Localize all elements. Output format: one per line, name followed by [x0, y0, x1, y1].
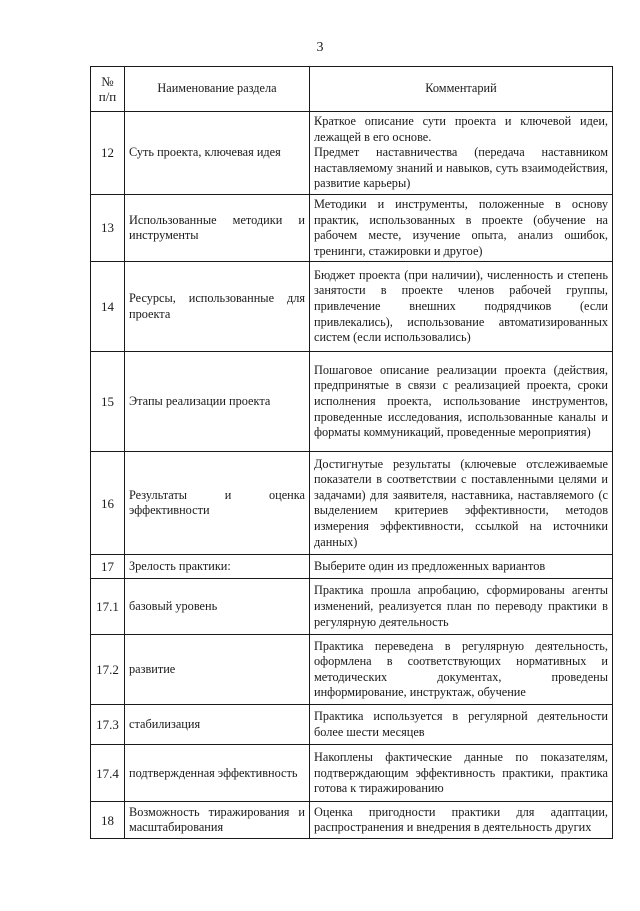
table-row: [91, 452, 613, 555]
row-comment-line: Предмет наставничества (передача наставником наставляемому знаний и навыков, суть взаимодействия, развитие карьеры): [314, 145, 608, 191]
row-comment-line: Оценка пригодности практики для адаптации, распространения и внедрения в деятельность других: [314, 804, 608, 835]
row-comment: [310, 635, 613, 705]
row-comment-line: Практика переведена в регулярную деятельность, оформлена в соответствующих нормативных и методических документах, проведены информирование, инструктаж, обучение: [314, 638, 608, 700]
row-comment-line: Выберите один из предложенных вариантов: [314, 559, 546, 574]
table-row: [91, 635, 613, 705]
row-number: 16: [91, 452, 125, 555]
row-number: 17: [91, 555, 125, 579]
row-number: 18: [91, 802, 125, 839]
row-comment-line: Пошаговое описание реализации проекта (действия, предпринятые в связи с реализацией проекта, сроки исполнения проекта, использование инструментов, проведенные исследования, использованные каналы и форматы коммуникаций, проведенные мероприятия): [314, 362, 608, 440]
row-comment-line: Методики и инструменты, положенные в основу практик, использованных в проекте (обучение на рабочем месте, изучение опыта, анализ ошибок, тренинги, стажировки и другое): [314, 196, 608, 258]
row-section-name: подтвержденная эффективность: [125, 745, 310, 802]
sections-table: [90, 66, 613, 839]
row-section-name: стабилизация: [125, 705, 310, 745]
row-comment: [310, 555, 613, 579]
row-comment-line: Практика прошла апробацию, сформированы агенты изменений, реализуется план по переводу практики в регулярную деятельность: [314, 583, 608, 629]
row-number: 17.2: [91, 635, 125, 705]
header-section-name: Наименование раздела: [125, 67, 310, 112]
row-comment-line: Практика используется в регулярной деятельности более шести месяцев: [314, 709, 608, 739]
row-comment-line: Бюджет проекта (при наличии), численность и степень занятости в проекте членов рабочей группы, привлечение внешних подрядчиков (если привлекались), использование автоматизированных систем (если использовались): [314, 267, 608, 345]
table-row: [91, 194, 613, 261]
table-row: [91, 262, 613, 352]
header-comment: Комментарий: [310, 67, 613, 112]
row-section-name: Зрелость практики:: [125, 555, 310, 579]
row-section-name: развитие: [125, 635, 310, 705]
row-number: 14: [91, 262, 125, 352]
table-row: [91, 352, 613, 452]
row-comment: [310, 745, 613, 802]
table-row: [91, 112, 613, 195]
table-row: [91, 579, 613, 635]
row-comment: [310, 579, 613, 635]
row-number: 15: [91, 352, 125, 452]
table-row: [91, 745, 613, 802]
row-section-name: Ресурсы, использованные для проекта: [125, 262, 310, 352]
row-comment: [310, 352, 613, 452]
row-section-name: базовый уровень: [125, 579, 310, 635]
row-number: 12: [91, 112, 125, 195]
row-comment-line: Достигнутые результаты (ключевые отслеживаемые показатели в соответствии с поставленными целями и задачами) для заявителя, наставника, наставляемого (с выделением критериев эффективности, методов измерения эффективности, ссылкой на источники данных): [314, 456, 608, 549]
row-comment: [310, 112, 613, 195]
row-section-name: Возможность тиражирования и масштабирования: [125, 802, 310, 839]
row-comment: [310, 705, 613, 745]
table-header-row: [91, 67, 613, 112]
row-comment: [310, 452, 613, 555]
row-section-name: Этапы реализации проекта: [125, 352, 310, 452]
row-section-name: Суть проекта, ключевая идея: [125, 112, 310, 195]
row-comment: [310, 262, 613, 352]
table-row: [91, 705, 613, 745]
header-number: № п/п: [91, 67, 125, 112]
row-number: 17.1: [91, 579, 125, 635]
row-comment: [310, 802, 613, 839]
table-row: [91, 555, 613, 579]
row-comment: [310, 194, 613, 261]
row-number: 17.3: [91, 705, 125, 745]
table-row: [91, 802, 613, 839]
row-section-name: Использованные методики и инструменты: [125, 194, 310, 261]
row-comment-line: Краткое описание сути проекта и ключевой идеи, лежащей в его основе.: [314, 114, 608, 144]
page-number: 3: [316, 40, 324, 55]
row-number: 17.4: [91, 745, 125, 802]
row-comment-line: Накоплены фактические данные по показателям, подтверждающим эффективность практики, практика готова к тиражированию: [314, 749, 608, 796]
row-number: 13: [91, 194, 125, 261]
row-section-name: Результаты и оценка эффективности: [125, 452, 310, 555]
